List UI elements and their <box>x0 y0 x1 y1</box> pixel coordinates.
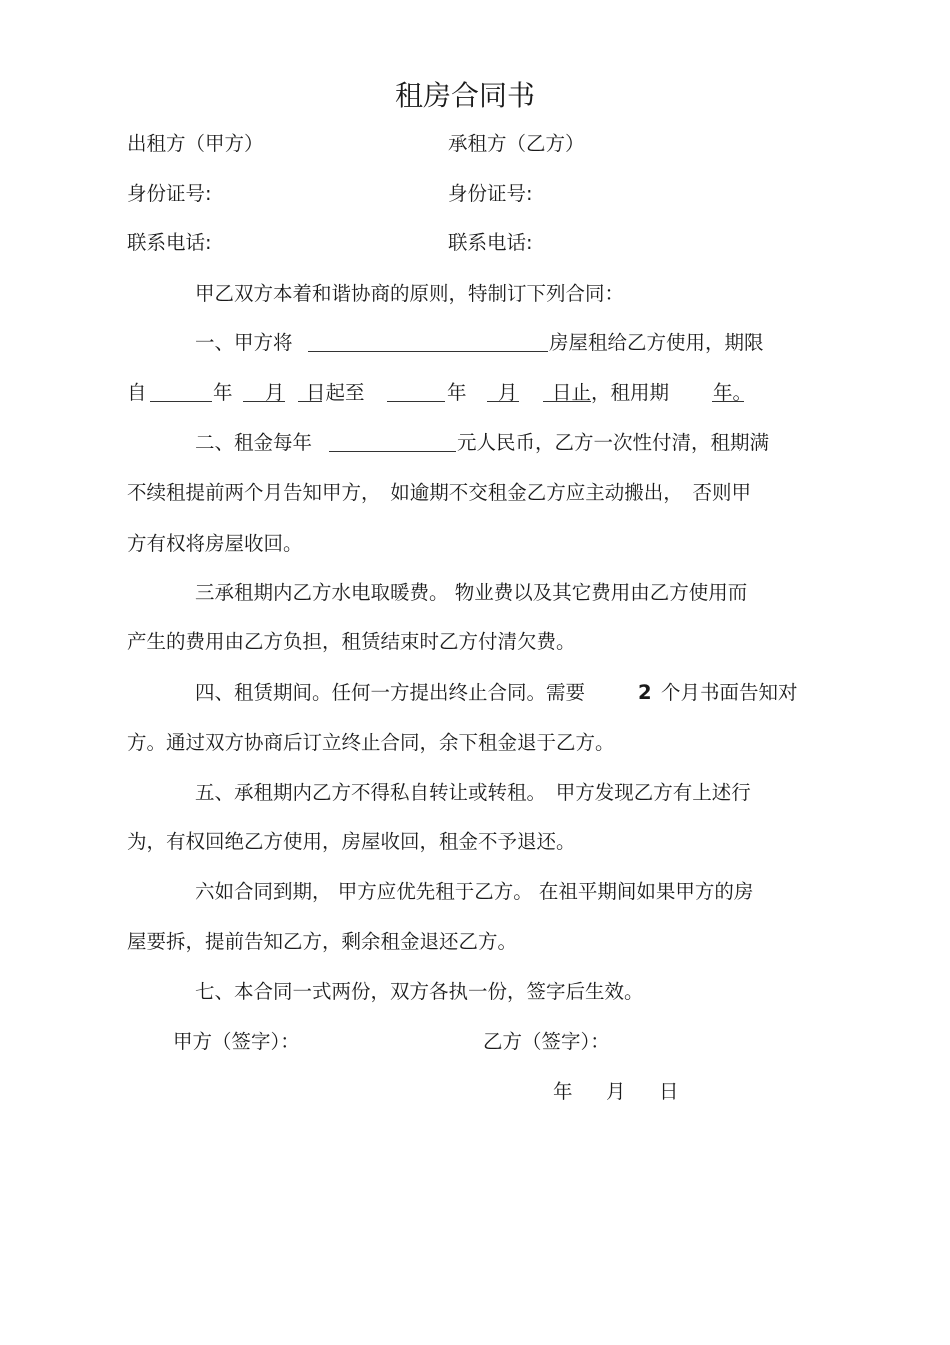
clause2-after-blank: 元人民币，乙方一次性付清，租期满 <box>457 431 770 454</box>
lessee-phone-label: 联系电话: <box>448 231 533 254</box>
clause6-line1: 六如合同到期， 甲方应优先租于乙方。 在祖平期间如果甲方的房 <box>195 880 754 903</box>
end-year-blank <box>387 379 445 402</box>
start-month-label: 月 <box>265 381 285 404</box>
lease-years-label: 年。 <box>713 381 753 404</box>
lessee-label: 承租方（乙方） <box>448 132 585 155</box>
notice-months-value: 2 <box>638 681 652 704</box>
sign-date-year: 年 <box>553 1080 573 1103</box>
lessor-id-label: 身份证号: <box>127 182 212 205</box>
start-year-blank <box>150 379 212 402</box>
clause5-line2: 为，有权回绝乙方使用，房屋收回，租金不予退还。 <box>127 830 576 853</box>
clause7: 七、本合同一式两份，双方各执一份，签字后生效。 <box>195 980 644 1003</box>
clause5-line1: 五、承租期内乙方不得私自转让或转租。 甲方发现乙方有上述行 <box>195 781 751 804</box>
clause4-end: 个月书面告知对 <box>661 681 798 704</box>
clause4-line2: 方。通过双方协商后订立终止合同，余下租金退于乙方。 <box>127 731 615 754</box>
start-year-label: 年 <box>213 381 233 404</box>
clause2-line3: 方有权将房屋收回。 <box>127 532 303 555</box>
sign-date-month: 月 <box>606 1080 626 1103</box>
lessor-label: 出租方（甲方） <box>127 132 264 155</box>
end-year-label: 年 <box>447 381 467 404</box>
party-a-signature-label: 甲方（签字）： <box>173 1030 300 1053</box>
party-b-signature-label: 乙方（签字）： <box>483 1030 610 1053</box>
lessor-phone-label: 联系电话: <box>127 231 212 254</box>
clause1-from: 自 <box>127 381 147 404</box>
clause4-start: 四、租赁期间。任何一方提出终止合同。需要 <box>195 681 586 704</box>
end-day-label: 日止，租用期 <box>552 381 670 404</box>
sign-date-day: 日 <box>659 1080 679 1103</box>
clause2-start: 二、租金每年 <box>195 431 313 454</box>
rent-amount-blank <box>329 429 456 452</box>
clause3-line1: 三承租期内乙方水电取暖费。 物业费以及其它费用由乙方使用而 <box>195 581 748 604</box>
lessee-id-label: 身份证号: <box>448 182 533 205</box>
start-day-label: 日起至 <box>306 381 365 404</box>
clause1-start: 一、甲方将 <box>195 331 293 354</box>
clause2-line2: 不续租提前两个月告知甲方， 如逾期不交租金乙方应主动搬出， 否则甲 <box>127 481 752 504</box>
document-title: 租房合同书 <box>394 79 535 112</box>
end-month-label: 月 <box>498 381 518 404</box>
clause1-after-blank: 房屋租给乙方使用，期限 <box>549 331 764 354</box>
clause3-line2: 产生的费用由乙方负担，租赁结束时乙方付清欠费。 <box>127 630 576 653</box>
property-address-blank <box>308 329 548 352</box>
intro-paragraph: 甲乙双方本着和谐协商的原则，特制订下列合同： <box>195 282 625 305</box>
clause6-line2: 屋要拆，提前告知乙方，剩余租金退还乙方。 <box>127 930 518 953</box>
